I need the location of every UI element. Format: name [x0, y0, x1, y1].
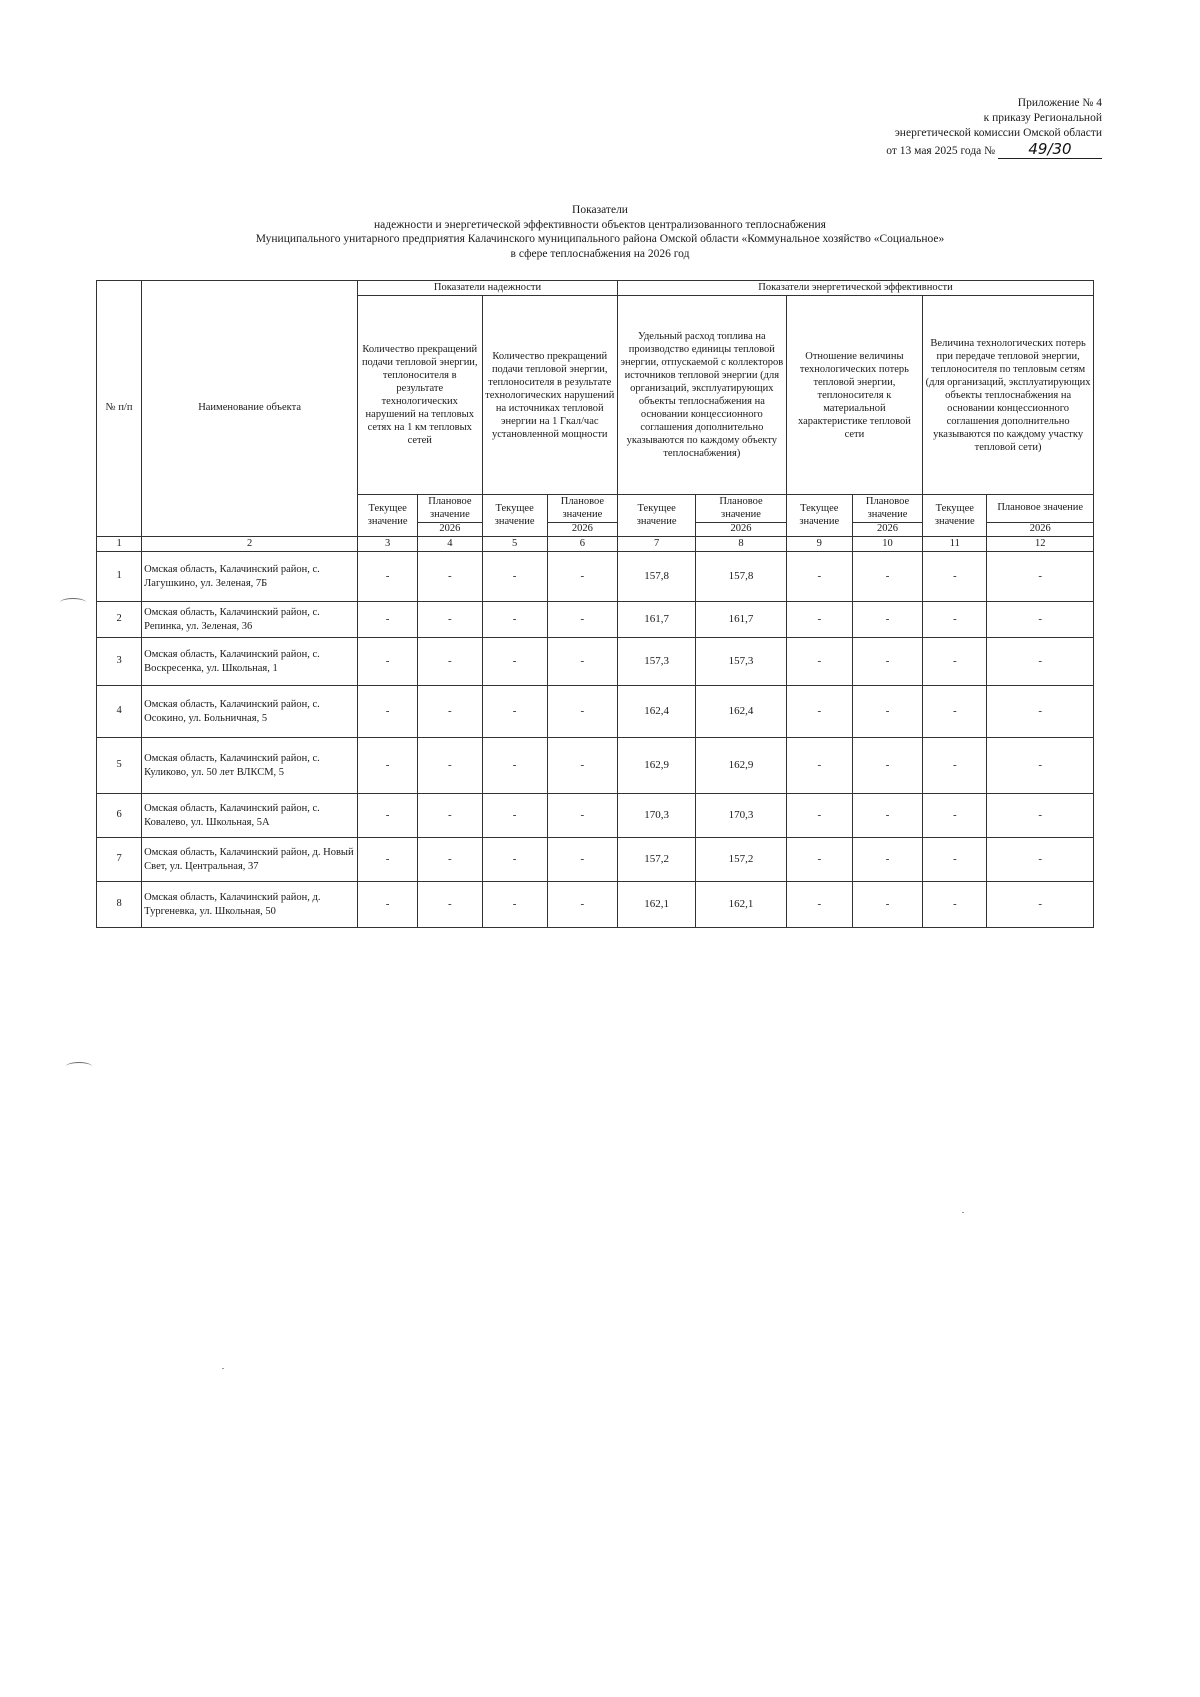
scan-artifact-dot: [222, 1368, 224, 1369]
row-number: 7: [97, 838, 142, 882]
column-number: 5: [482, 537, 547, 552]
header-indicator-4: Отношение величины технологических потерь тепловой энергии, теплоносителя к материальной характеристике тепловой сети: [786, 296, 923, 495]
value-cell: -: [786, 686, 852, 738]
header-planned-4: Плановое значение: [418, 495, 482, 523]
scan-artifact-mark: [60, 598, 86, 607]
column-number: 4: [418, 537, 482, 552]
value-cell: -: [547, 602, 617, 638]
value-cell: -: [987, 738, 1094, 794]
row-number: 6: [97, 794, 142, 838]
title-line-4: в сфере теплоснабжения на 2026 год: [510, 247, 690, 260]
header-current-7: Текущее значение: [618, 495, 696, 537]
value-cell: -: [482, 638, 547, 686]
scan-artifact-dot: [962, 1212, 964, 1213]
table-row: [97, 686, 1094, 738]
row-number: 8: [97, 882, 142, 928]
header-year-10: 2026: [852, 523, 922, 537]
value-cell: -: [358, 882, 418, 928]
header-indicator-2: Количество прекращений подачи тепловой энергии, теплоносителя в результате технологических нарушений на источниках тепловой энергии на 1 Гкал/час установленной мощности: [482, 296, 618, 495]
value-cell: -: [852, 738, 922, 794]
column-number: 7: [618, 537, 696, 552]
header-current-5: Текущее значение: [482, 495, 547, 537]
value-cell: -: [987, 602, 1094, 638]
header-year-12: 2026: [987, 523, 1094, 537]
value-cell: 162,9: [696, 738, 786, 794]
value-cell: -: [418, 552, 482, 602]
object-name: Омская область, Калачинский район, с. Осокино, ул. Больничная, 5: [142, 686, 358, 738]
header-year-6: 2026: [547, 523, 617, 537]
header-planned-10: Плановое значение: [852, 495, 922, 523]
value-cell: 170,3: [696, 794, 786, 838]
appendix-date: от 13 мая 2025 года №: [886, 145, 996, 157]
value-cell: -: [786, 838, 852, 882]
value-cell: -: [923, 552, 987, 602]
table-row: [97, 882, 1094, 928]
value-cell: -: [852, 602, 922, 638]
value-cell: -: [852, 686, 922, 738]
table-row: [97, 738, 1094, 794]
value-cell: -: [786, 602, 852, 638]
value-cell: -: [987, 638, 1094, 686]
value-cell: -: [418, 838, 482, 882]
value-cell: -: [987, 686, 1094, 738]
scan-artifact-mark: [66, 1062, 92, 1071]
value-cell: -: [358, 552, 418, 602]
value-cell: -: [852, 882, 922, 928]
value-cell: -: [482, 838, 547, 882]
row-number: 1: [97, 552, 142, 602]
header-planned-12: Плановое значение: [987, 495, 1094, 523]
appendix-line-4: [780, 141, 1102, 159]
value-cell: -: [418, 794, 482, 838]
table-row: [97, 552, 1094, 602]
value-cell: 157,2: [696, 838, 786, 882]
appendix-line-1: Приложение № 4: [1017, 97, 1102, 109]
row-number: 5: [97, 738, 142, 794]
value-cell: -: [358, 686, 418, 738]
value-cell: -: [418, 882, 482, 928]
title-line-1: Показатели: [572, 204, 628, 216]
header-year-8: 2026: [696, 523, 786, 537]
value-cell: 157,2: [618, 838, 696, 882]
handwritten-decree-number: 49/30: [998, 141, 1102, 159]
value-cell: -: [547, 738, 617, 794]
row-number: 2: [97, 602, 142, 638]
value-cell: -: [418, 686, 482, 738]
header-col-no: № п/п: [97, 281, 142, 537]
value-cell: -: [987, 882, 1094, 928]
document-title: [150, 203, 1050, 261]
value-cell: -: [786, 794, 852, 838]
header-current-11: Текущее значение: [923, 495, 987, 537]
table-row: [97, 838, 1094, 882]
value-cell: -: [786, 738, 852, 794]
value-cell: -: [482, 794, 547, 838]
value-cell: -: [547, 882, 617, 928]
row-number: 3: [97, 638, 142, 686]
value-cell: -: [852, 838, 922, 882]
value-cell: -: [482, 882, 547, 928]
value-cell: -: [923, 838, 987, 882]
header-col-name: Наименование объекта: [142, 281, 358, 537]
value-cell: 162,9: [618, 738, 696, 794]
object-name: Омская область, Калачинский район, с. Куликово, ул. 50 лет ВЛКСМ, 5: [142, 738, 358, 794]
value-cell: -: [358, 638, 418, 686]
value-cell: -: [923, 794, 987, 838]
value-cell: -: [923, 738, 987, 794]
value-cell: -: [547, 686, 617, 738]
header-current-9: Текущее значение: [786, 495, 852, 537]
object-name: Омская область, Калачинский район, д. Новый Свет, ул. Центральная, 37: [142, 838, 358, 882]
value-cell: -: [547, 838, 617, 882]
column-number: 8: [696, 537, 786, 552]
object-name: Омская область, Калачинский район, с. Лагушкино, ул. Зеленая, 7Б: [142, 552, 358, 602]
column-number: 11: [923, 537, 987, 552]
header-group-reliability: Показатели надежности: [358, 281, 618, 296]
value-cell: -: [852, 794, 922, 838]
value-cell: -: [482, 686, 547, 738]
object-name: Омская область, Калачинский район, д. Тургеневка, ул. Школьная, 50: [142, 882, 358, 928]
value-cell: -: [547, 638, 617, 686]
value-cell: -: [547, 794, 617, 838]
value-cell: -: [482, 738, 547, 794]
table-row: [97, 638, 1094, 686]
header-indicator-5: Величина технологических потерь при передаче тепловой энергии, теплоносителя по тепловым сетям (для организаций, эксплуатирующих объекты теплоснабжения на основании концессионного соглашения дополнительно указываются по каждому участку тепловой сети): [923, 296, 1094, 495]
value-cell: 170,3: [618, 794, 696, 838]
value-cell: -: [482, 602, 547, 638]
column-number: 9: [786, 537, 852, 552]
value-cell: 157,3: [696, 638, 786, 686]
row-number: 4: [97, 686, 142, 738]
value-cell: -: [482, 552, 547, 602]
column-number: 2: [142, 537, 358, 552]
table-row: [97, 794, 1094, 838]
value-cell: 161,7: [696, 602, 786, 638]
header-current-3: Текущее значение: [358, 495, 418, 537]
column-number: 1: [97, 537, 142, 552]
value-cell: -: [923, 882, 987, 928]
column-number: 10: [852, 537, 922, 552]
value-cell: -: [987, 838, 1094, 882]
header-planned-6: Плановое значение: [547, 495, 617, 523]
header-row-groups: [97, 281, 1094, 296]
value-cell: -: [358, 602, 418, 638]
value-cell: -: [358, 794, 418, 838]
value-cell: -: [852, 552, 922, 602]
title-line-2: надежности и энергетической эффективности объектов централизованного теплоснабжения: [374, 218, 826, 231]
column-numbers-row: [97, 537, 1094, 552]
appendix-block: [780, 96, 1102, 159]
value-cell: -: [418, 638, 482, 686]
header-group-efficiency: Показатели энергетической эффективности: [618, 281, 1094, 296]
object-name: Омская область, Калачинский район, с. Репинка, ул. Зеленая, 36: [142, 602, 358, 638]
appendix-line-2: к приказу Региональной: [983, 112, 1102, 124]
column-number: 12: [987, 537, 1094, 552]
value-cell: 161,7: [618, 602, 696, 638]
object-name: Омская область, Калачинский район, с. Воскресенка, ул. Школьная, 1: [142, 638, 358, 686]
indicators-table: [96, 280, 1094, 928]
value-cell: 162,1: [618, 882, 696, 928]
value-cell: -: [923, 602, 987, 638]
table-row: [97, 602, 1094, 638]
value-cell: 157,8: [618, 552, 696, 602]
value-cell: -: [923, 638, 987, 686]
value-cell: -: [418, 738, 482, 794]
value-cell: -: [923, 686, 987, 738]
value-cell: 157,3: [618, 638, 696, 686]
column-number: 3: [358, 537, 418, 552]
value-cell: -: [987, 552, 1094, 602]
value-cell: 162,1: [696, 882, 786, 928]
value-cell: -: [852, 638, 922, 686]
value-cell: -: [786, 552, 852, 602]
header-indicator-3: Удельный расход топлива на производство единицы тепловой энергии, отпускаемой с коллекторов источников тепловой энергии (для организаций, эксплуатирующих объекты теплоснабжения на основании концессионного соглашения дополнительно указываются по каждому объекту теплоснабжения): [618, 296, 787, 495]
appendix-line-3: энергетической комиссии Омской области: [894, 127, 1102, 139]
value-cell: -: [358, 738, 418, 794]
value-cell: -: [418, 602, 482, 638]
header-indicator-1: Количество прекращений подачи тепловой энергии, теплоносителя в результате технологических нарушений на тепловых сетях на 1 км тепловых сетей: [358, 296, 482, 495]
value-cell: -: [358, 838, 418, 882]
header-planned-8: Плановое значение: [696, 495, 786, 523]
value-cell: 162,4: [696, 686, 786, 738]
table-body: [97, 552, 1094, 928]
value-cell: -: [547, 552, 617, 602]
header-year-4: 2026: [418, 523, 482, 537]
title-line-3: Муниципального унитарного предприятия Калачинского муниципального района Омской области «Коммунальное хозяйство «Социальное»: [255, 233, 945, 246]
value-cell: 157,8: [696, 552, 786, 602]
value-cell: -: [786, 882, 852, 928]
value-cell: -: [987, 794, 1094, 838]
value-cell: 162,4: [618, 686, 696, 738]
object-name: Омская область, Калачинский район, с. Ковалево, ул. Школьная, 5А: [142, 794, 358, 838]
value-cell: -: [786, 638, 852, 686]
column-number: 6: [547, 537, 617, 552]
